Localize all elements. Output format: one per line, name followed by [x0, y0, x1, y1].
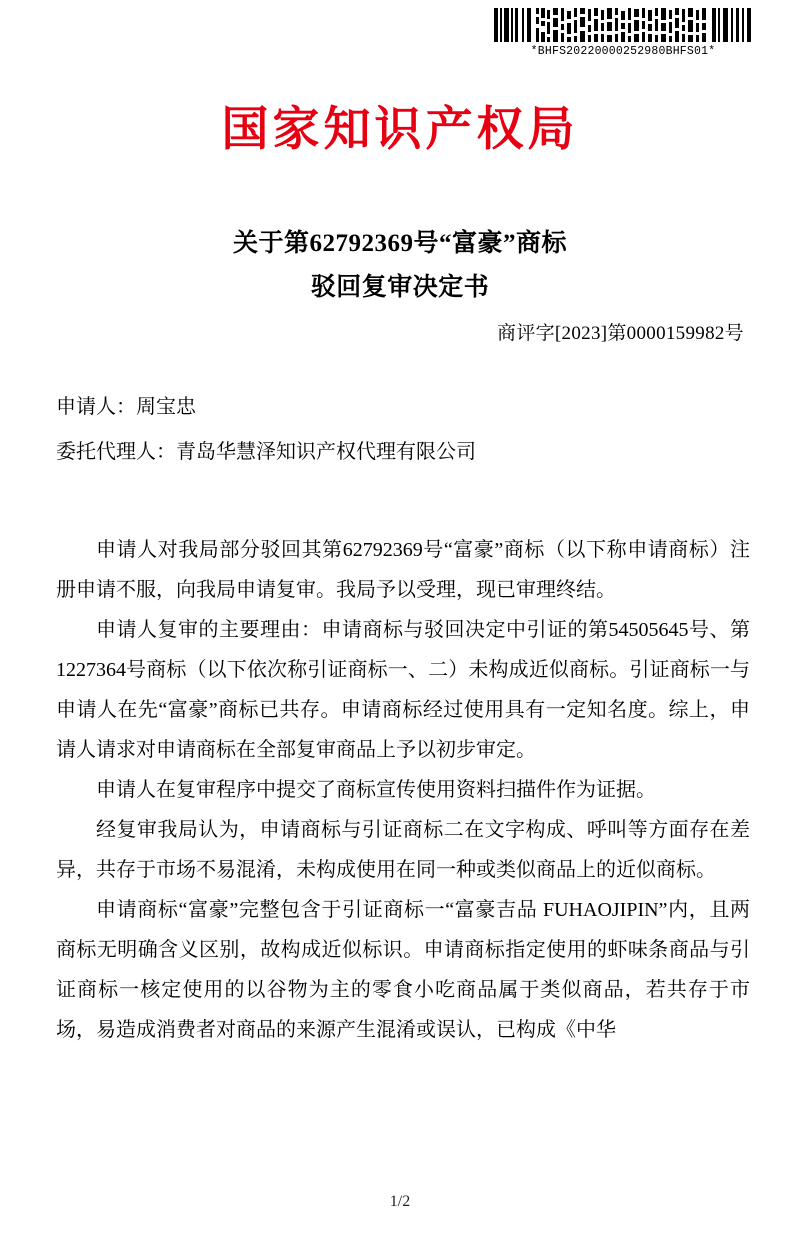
body-paragraph-3: 申请人在复审程序中提交了商标宣传使用资料扫描件作为证据。: [96, 779, 656, 801]
document-title-line1: 关于第62792369号“富豪”商标: [232, 230, 567, 257]
document-title-line2: 驳回复审决定书: [310, 274, 490, 301]
applicant-row: 申请人：周宝忠: [56, 396, 196, 418]
document-number: 商评字[2023]第0000159982号: [497, 323, 744, 344]
barcode-block: [492, 8, 754, 58]
body-paragraph-1: 申请人对我局部分驳回其第62792369号“富豪”商标（以下称申请商标）注册申请不服，向我局申请复审。我局予以受理，现已审理终结。: [56, 539, 750, 601]
page-indicator: 1/2: [389, 1193, 411, 1210]
document-body: [56, 530, 750, 1050]
barcode-text: *BHFS20220000252980BHFS01*: [530, 45, 716, 58]
document-title: [0, 222, 800, 310]
body-paragraph-2: 申请人复审的主要理由：申请商标与驳回决定中引证的第54505645号、第1227364号商标（以下依次称引证商标一、二）未构成近似商标。引证商标一与申请人在先“富豪”商标已共存。申请商标经过使用具有一定知名度。综上，申请人请求对申请商标在全部复审商品上予以初步审定。: [56, 619, 750, 761]
agent-row: 委托代理人：青岛华慧泽知识产权代理有限公司: [56, 441, 476, 463]
barcode-2d-icon: [492, 8, 754, 42]
agency-title: 国家知识产权局: [221, 102, 579, 157]
body-paragraph-5: 申请商标“富豪”完整包含于引证商标一“富豪吉品 FUHAOJIPIN”内，且两商标无明确含义区别，故构成近似标识。申请商标指定使用的虾味条商品与引证商标一核定使用的以谷物为主的零食小吃商品属于类似商品，若共存于市场，易造成消费者对商品的来源产生混淆或误认，已构成《中华: [56, 899, 750, 1041]
parties-block: [56, 385, 756, 475]
body-paragraph-4: 经复审我局认为，申请商标与引证商标二在文字构成、呼叫等方面存在差异，共存于市场不易混淆，未构成使用在同一种或类似商品上的近似商标。: [56, 819, 750, 881]
